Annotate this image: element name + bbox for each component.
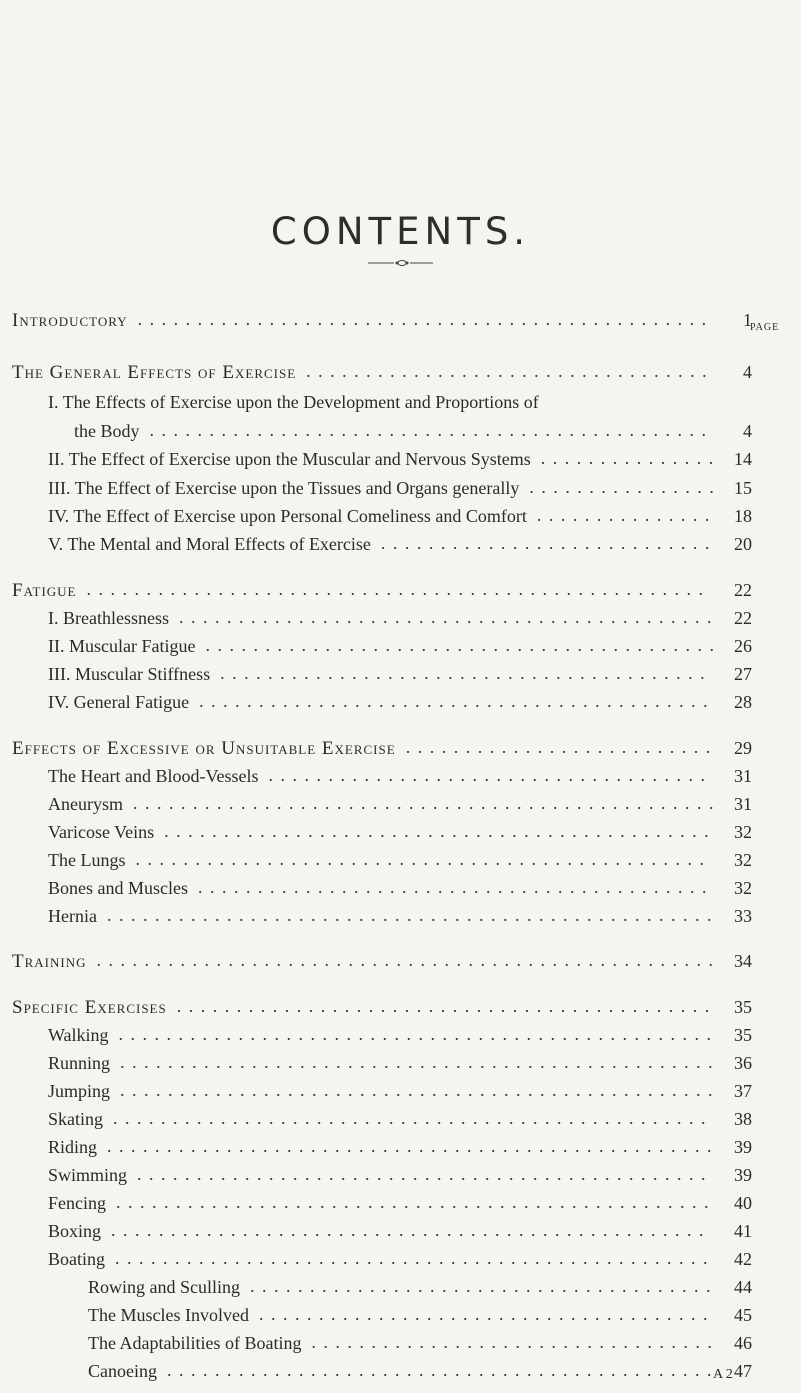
dot-leader: ........................................... (197, 877, 714, 897)
toc-page-number: 39 (734, 1137, 752, 1157)
toc-entry-label: III. The Effect of Exercise upon the Tissues and Organs generally (48, 478, 520, 498)
toc-page-number: 29 (734, 738, 752, 758)
dot-leader: ............................................... (149, 420, 714, 440)
toc-entry-label: Boating (48, 1249, 105, 1269)
dot-leader: ................................................ (137, 1164, 714, 1184)
toc-page-number: 27 (734, 664, 752, 684)
dot-leader: .................................................. (111, 1220, 712, 1240)
toc-page-number: 14 (734, 449, 752, 469)
toc-page-number: 1 (743, 310, 752, 330)
toc-entry (0, 692, 801, 722)
toc-page-number: 32 (734, 878, 752, 898)
toc-entry (0, 766, 801, 796)
toc-entry (0, 1137, 801, 1167)
toc-entry-label: Fencing (48, 1193, 106, 1213)
toc-entry (0, 1249, 801, 1279)
toc-entry (0, 1081, 801, 1111)
toc-entry (0, 534, 801, 564)
toc-entry-label: The Lungs (48, 850, 126, 870)
toc-page-number: 42 (734, 1249, 752, 1269)
dot-leader: .................................. (311, 1332, 720, 1352)
toc-entry (0, 636, 801, 666)
dot-leader: ....................................... (250, 1276, 718, 1296)
dot-leader: .................................................... (96, 950, 721, 970)
toc-entry-label: Training (12, 951, 87, 972)
toc-section (0, 580, 801, 610)
ornament-divider-icon (368, 258, 433, 268)
toc-entry-label: V. The Mental and Moral Effects of Exercise (48, 534, 371, 554)
dot-leader: .................................................. (120, 1052, 721, 1072)
toc-section (0, 951, 801, 981)
toc-entry (0, 392, 801, 422)
toc-page-number: 18 (734, 506, 752, 526)
toc-entry (0, 608, 801, 638)
dot-leader: .................................................. (115, 1248, 715, 1268)
page-title: CONTENTS. (270, 210, 531, 253)
toc-entry (0, 1165, 801, 1195)
dot-leader: ...................................... (258, 1304, 715, 1324)
toc-entry-label: Walking (48, 1025, 109, 1045)
toc-entry-label: IV. General Fatigue (48, 692, 190, 712)
toc-entry (0, 421, 801, 451)
dot-leader: .................................................. (120, 1080, 721, 1100)
toc-entry (0, 449, 801, 479)
dot-leader: ............................................. (178, 607, 719, 627)
toc-entry-label: Canoeing (88, 1361, 157, 1381)
toc-entry (0, 478, 801, 508)
dot-leader: ........................................... (199, 691, 716, 711)
dot-leader: .................................. (306, 361, 715, 381)
toc-entry (0, 1053, 801, 1083)
toc-page-number: 26 (734, 636, 752, 656)
toc-entry (0, 1277, 801, 1307)
dot-leader: ............... (536, 505, 717, 525)
toc-page-number: 4 (743, 421, 752, 441)
dot-leader: ................................................. (133, 793, 721, 813)
toc-entry-label: Varicose Veins (48, 822, 155, 842)
dot-leader: .............................................. (167, 1360, 719, 1380)
dot-leader: ................ (529, 477, 722, 497)
toc-entry-label: Running (48, 1053, 111, 1073)
toc-page-number: 44 (734, 1277, 752, 1297)
dot-leader: ............................................. (176, 996, 717, 1016)
toc-page-number: 39 (734, 1165, 752, 1185)
toc-entry-label: Effects of Excessive or Unsuitable Exercise (12, 738, 396, 759)
toc-entry-label: Fatigue (12, 580, 77, 601)
dot-leader: ..................................... (268, 765, 713, 785)
toc-page-number: 4 (743, 362, 752, 382)
toc-entry-label: Skating (48, 1109, 104, 1129)
toc-entry-label: Riding (48, 1137, 98, 1157)
toc-page-number: 34 (734, 951, 752, 971)
toc-entry (0, 1305, 801, 1335)
dot-leader: ................................................ (135, 849, 712, 869)
toc-page-number: 35 (734, 1025, 752, 1045)
toc-entry-label: Specific Exercises (12, 997, 167, 1018)
toc-entry (0, 1333, 801, 1363)
toc-page-number: 47 (734, 1361, 752, 1381)
toc-page-number: 32 (734, 850, 752, 870)
toc-entry (0, 850, 801, 880)
toc-page-number: 37 (734, 1081, 752, 1101)
toc-section (0, 362, 801, 392)
toc-entry-label: II. The Effect of Exercise upon the Muscular and Nervous Systems (48, 449, 531, 469)
dot-leader: .................................................... (86, 579, 711, 599)
toc-page-number: 22 (734, 608, 752, 628)
toc-entry-label: the Body (74, 421, 140, 441)
toc-entry-label: II. Muscular Fatigue (48, 636, 196, 656)
dot-leader: ................................................ (137, 309, 714, 329)
dot-leader: ........................................... (205, 635, 722, 655)
toc-entry-label: I. Breathlessness (48, 608, 169, 628)
page-column-header: PAGE (750, 322, 780, 333)
toc-entry-label: The Adaptabilities of Boating (88, 1333, 302, 1353)
toc-entry-label: I. The Effects of Exercise upon the Development and Proportions of (48, 392, 539, 412)
toc-section (0, 997, 801, 1027)
toc-page-number: 31 (734, 794, 752, 814)
toc-entry-label: Boxing (48, 1221, 102, 1241)
dot-leader: ................................................... (106, 905, 719, 925)
toc-entry (0, 664, 801, 694)
toc-page-number: 33 (734, 906, 752, 926)
toc-entry-label: The Heart and Blood-Vessels (48, 766, 259, 786)
toc-page-number: 32 (734, 822, 752, 842)
signature-mark: A 2 (713, 1367, 733, 1382)
toc-page-number: 46 (734, 1333, 752, 1353)
toc-page-number: 31 (734, 766, 752, 786)
dot-leader: .................................................. (116, 1192, 716, 1212)
toc-page-number: 22 (734, 580, 752, 600)
toc-page-number: 45 (734, 1305, 752, 1325)
dot-leader: .................................................. (113, 1108, 714, 1128)
toc-page-number: 38 (734, 1109, 752, 1129)
toc-page-number: 20 (734, 534, 752, 554)
dot-leader: .................................................. (118, 1024, 719, 1044)
toc-entry (0, 878, 801, 908)
dot-leader: .............................................. (164, 821, 717, 841)
toc-entry (0, 1109, 801, 1139)
dot-leader: ............................ (380, 533, 717, 553)
toc-entry (0, 906, 801, 936)
toc-entry (0, 1025, 801, 1055)
toc-entry-label: Rowing and Sculling (88, 1277, 240, 1297)
toc-page-number: 35 (734, 997, 752, 1017)
toc-entry-label: Introductory (12, 310, 128, 331)
toc-entry-label: Hernia (48, 906, 97, 926)
toc-page-number: 15 (734, 478, 752, 498)
dot-leader: ............... (540, 448, 721, 468)
toc-entry-label: Swimming (48, 1165, 128, 1185)
toc-entry (0, 1221, 801, 1251)
toc-entry-label: The General Effects of Exercise (12, 362, 297, 383)
toc-entry-label: Jumping (48, 1081, 111, 1101)
toc-entry-label: Bones and Muscles (48, 878, 188, 898)
toc-section (0, 738, 801, 768)
toc-entry (0, 506, 801, 536)
toc-entry (0, 794, 801, 824)
toc-page-number: 40 (734, 1193, 752, 1213)
toc-entry-label: The Muscles Involved (88, 1305, 249, 1325)
toc-entry (0, 1193, 801, 1223)
dot-leader: .......................... (405, 737, 718, 757)
toc-entry (0, 822, 801, 852)
toc-entry-label: Aneurysm (48, 794, 123, 814)
toc-entry (0, 1361, 801, 1391)
dot-leader: ......................................... (220, 663, 713, 683)
toc-page-number: 28 (734, 692, 752, 712)
toc-section (0, 310, 801, 340)
dot-leader: ................................................... (107, 1136, 720, 1156)
toc-page-number: 41 (734, 1221, 752, 1241)
toc-page-number: 36 (734, 1053, 752, 1073)
toc-entry-label: III. Muscular Stiffness (48, 664, 211, 684)
toc-entry-label: IV. The Effect of Exercise upon Personal Comeliness and Comfort (48, 506, 527, 526)
